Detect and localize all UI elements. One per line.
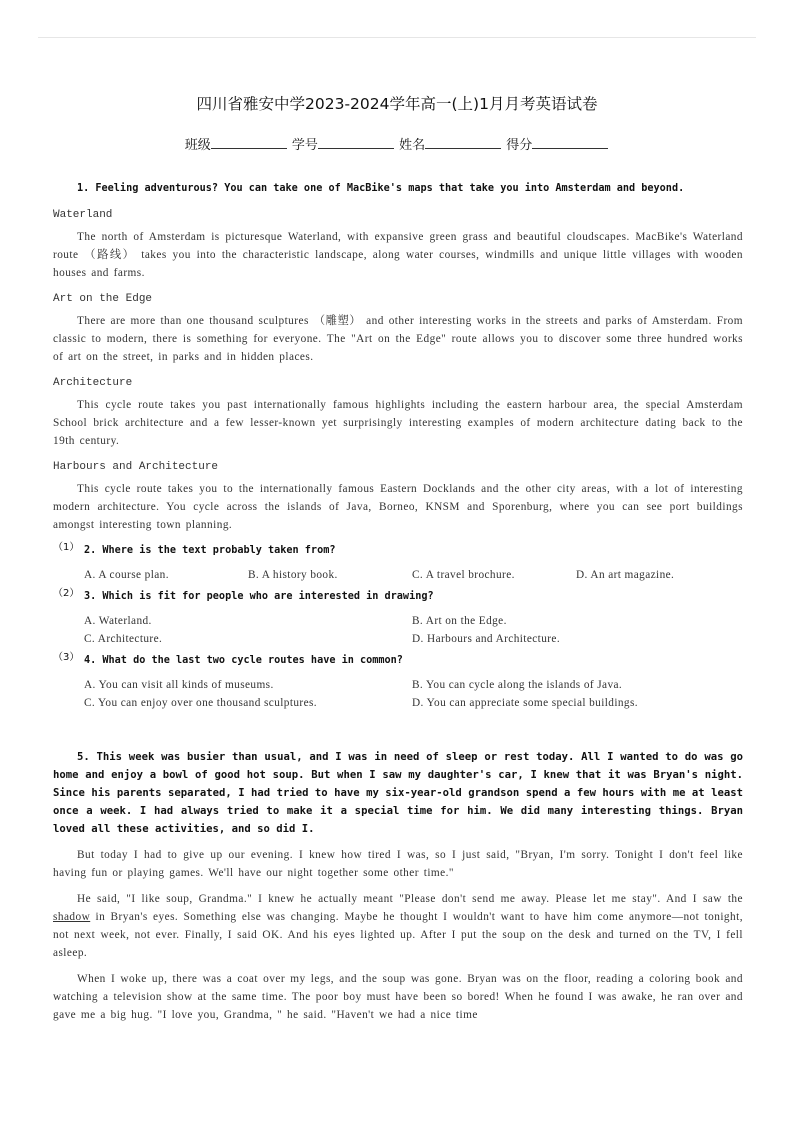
section-heading-art-on-the-edge: Art on the Edge (53, 293, 153, 305)
section-heading-architecture: Architecture (53, 377, 133, 389)
underlined-word-shadow: shadow (53, 911, 91, 923)
page-title: 四川省雅安中学2023-2024学年高一(上)1月月考英语试卷 (196, 95, 598, 113)
section-text-art-on-the-edge: There are more than one thousand sculptures （雕塑） and other interesting works in the streets and parks of Amsterdam. From classic to modern, there is something for everyone. The "Art on the Edge" route allows you to discover some three hundred works of art on the street, in parks and in hidden places. (53, 315, 743, 363)
subquestion-1 (53, 542, 743, 584)
subquestion-number: （2） (53, 588, 80, 599)
student-id-blank[interactable] (318, 136, 394, 149)
section-heading-harbours: Harbours and Architecture (53, 461, 219, 473)
subquestion-2 (53, 588, 743, 648)
question-1-stem: 1. Feeling adventurous? You can take one of MacBike's maps that take you into Amsterdam and beyond. (77, 183, 685, 194)
section-heading-waterland: Waterland (53, 209, 113, 221)
section-text-harbours: This cycle route takes you to the internationally famous Eastern Docklands and the other city areas, with a lot of interesting modern architecture. You cycle across the islands of Java, Borneo, KNSM and Sporenburg, where you can see port buildings amongst interesting town planning. (53, 483, 743, 531)
option-a[interactable]: A. Waterland. (84, 615, 152, 627)
option-d[interactable]: D. An art magazine. (576, 569, 675, 581)
option-list (53, 676, 743, 712)
option-b[interactable]: B. Art on the Edge. (412, 615, 507, 627)
subquestion-3 (53, 652, 743, 712)
question-content (53, 180, 743, 1032)
option-b[interactable]: B. A history book. (248, 569, 338, 581)
section-text-waterland: The north of Amsterdam is picturesque Waterland, with expansive green grass and beautiful cloudscapes. MacBike's Waterland route （路线） takes you into the characteristic landscape, along water courses, windmills and unique little villages with wooden houses and farms. (53, 231, 743, 279)
question-5-stem: 5. This week was busier than usual, and I was in need of sleep or rest today. All I wanted to do was go home and enjoy a bowl of good hot soup. But when I saw my daughter's car, I knew that it was Bryan's night. Since his parents separated, I had tried to have my six-year-old grandson spend a few hours with me at least once a week. I had always tried to make it a special time for him. We did many interesting things. Bryan loved all these activities, and so did I. (53, 751, 743, 835)
subquestion-text: 3. Which is fit for people who are interested in drawing? (84, 591, 434, 602)
passage-paragraph-2 (53, 890, 743, 962)
spacer (53, 712, 743, 748)
option-d[interactable]: D. Harbours and Architecture. (412, 633, 561, 645)
passage-paragraph-3: When I woke up, there was a coat over my legs, and the soup was gone. Bryan was on the floor, reading a coloring book and watching a television show at the same time. The poor boy must have been so bored! When he found I was awake, he ran over and gave me a big hug. "I love you, Grandma, " he said. "Haven't we had a nice time (53, 973, 743, 1021)
option-c[interactable]: C. A travel brochure. (412, 569, 515, 581)
passage-paragraph-1: But today I had to give up our evening. I knew how tired I was, so I just said, "Bryan, I'm sorry. Tonight I don't feel like having fun or playing games. We'll have our night together some other time." (53, 849, 743, 879)
class-label: 班级 (184, 138, 211, 153)
student-id-label: 学号 (291, 138, 318, 153)
student-info-row (0, 134, 794, 153)
paragraph-text: in Bryan's eyes. Something else was changing. Maybe he thought I wouldn't want to have him come anymore—not tonight, not next week, not ever. Finally, I said OK. And his eyes lighted up. After I put the soup on the desk and turned on the TV, I fell asleep. (53, 911, 743, 959)
option-a[interactable]: A. A course plan. (84, 569, 169, 581)
option-c[interactable]: C. You can enjoy over one thousand sculptures. (84, 697, 318, 709)
subquestion-number: （1） (53, 542, 80, 553)
option-list (53, 612, 743, 648)
class-blank[interactable] (211, 136, 287, 149)
option-d[interactable]: D. You can appreciate some special buildings. (412, 697, 639, 709)
subquestion-text: 4. What do the last two cycle routes have in common? (84, 655, 403, 666)
section-text-architecture: This cycle route takes you past internationally famous highlights including the eastern harbour area, the special Amsterdam School brick architecture and a few lesser-known yet surprisingly interesting examples of modern architecture dating back to the 19th century. (53, 399, 743, 447)
option-c[interactable]: C. Architecture. (84, 633, 163, 645)
paragraph-text: He said, "I like soup, Grandma." I knew he actually meant "Please don't send me away. Please let me stay". And I saw the (77, 893, 743, 905)
score-label: 得分 (506, 138, 533, 153)
score-blank[interactable] (532, 136, 608, 149)
name-label: 姓名 (399, 138, 426, 153)
option-a[interactable]: A. You can visit all kinds of museums. (84, 679, 274, 691)
top-divider (38, 37, 756, 38)
subquestion-number: （3） (53, 652, 80, 663)
option-b[interactable]: B. You can cycle along the islands of Java. (412, 679, 623, 691)
option-list (53, 566, 743, 584)
name-blank[interactable] (425, 136, 501, 149)
subquestion-text: 2. Where is the text probably taken from? (84, 545, 336, 556)
